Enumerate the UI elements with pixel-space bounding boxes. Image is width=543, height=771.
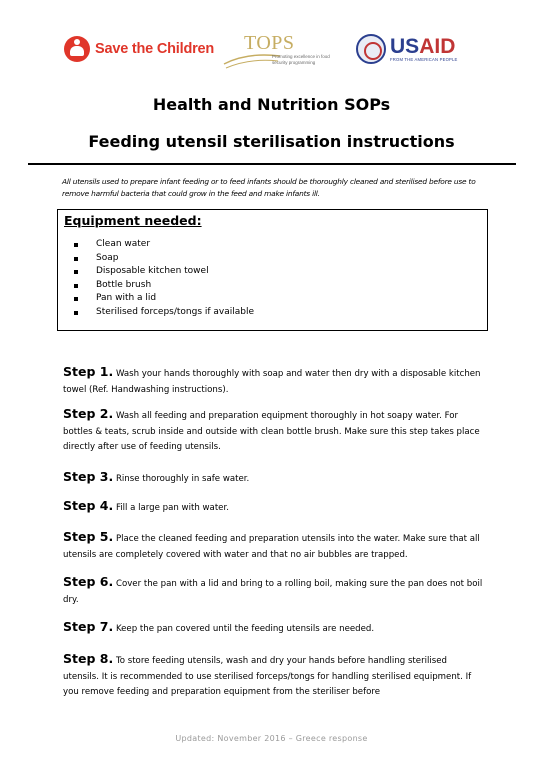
step-number: Step 8. <box>63 651 114 666</box>
logo-bar <box>0 30 543 72</box>
list-item: Bottle brush <box>64 279 481 293</box>
step-5 <box>63 529 483 563</box>
equipment-list <box>64 238 481 319</box>
step-8 <box>63 651 483 701</box>
step-1 <box>63 364 483 398</box>
step-number: Step 2. <box>63 406 114 421</box>
usaid-logo <box>356 34 458 64</box>
step-number: Step 1. <box>63 364 114 379</box>
step-text: Wash all feeding and preparation equipment thoroughly in hot soapy water. For bottles & teats, scrub inside and outside with clean bottle brush. Make sure this step takes place directly after use of feeding utensils. <box>63 411 480 452</box>
step-number: Step 3. <box>63 469 114 484</box>
list-item: Sterilised forceps/tongs if available <box>64 306 481 320</box>
list-item: Pan with a lid <box>64 292 481 306</box>
save-the-children-wordmark: Save the Children <box>95 41 215 57</box>
step-text: Fill a large pan with water. <box>115 503 229 513</box>
usaid-seal-icon <box>356 34 386 64</box>
step-number: Step 7. <box>63 619 114 634</box>
intro-paragraph: All utensils used to prepare infant feeding or to feed infants should be thoroughly cleaned and sterilised before use to remove harmful bacteria that could grow in the feed and make infants ill. <box>62 177 476 198</box>
equipment-box <box>57 209 488 331</box>
save-the-children-logo <box>64 36 214 62</box>
title-divider <box>28 163 516 165</box>
step-text: Rinse thoroughly in safe water. <box>115 474 250 484</box>
step-text: Place the cleaned feeding and preparation utensils into the water. Make sure that all utensils are completely covered with water and that no air bubbles are trapped. <box>63 534 480 560</box>
step-text: Wash your hands thoroughly with soap and water then dry with a disposable kitchen towel (Ref. Handwashing instructions). <box>63 369 481 395</box>
list-item: Disposable kitchen towel <box>64 265 481 279</box>
step-number: Step 5. <box>63 529 114 544</box>
step-text: To store feeding utensils, wash and dry your hands before handling sterilised utensils. It is recommended to use sterilised forceps/tongs for handling sterilised equipment. If you remove feeding and preparation equipment from the steriliser before <box>63 656 472 697</box>
usaid-tagline: FROM THE AMERICAN PEOPLE <box>390 57 458 62</box>
step-6 <box>63 574 483 608</box>
tops-tagline: Promoting excellence in food security programming <box>272 54 330 65</box>
step-3 <box>63 469 483 488</box>
step-7 <box>63 619 483 638</box>
step-text: Cover the pan with a lid and bring to a rolling boil, making sure the pan does not boil dry. <box>63 579 483 605</box>
usaid-wordmark: USAID <box>390 35 456 58</box>
step-4 <box>63 498 483 517</box>
child-figure-icon <box>64 36 90 62</box>
tops-wordmark: TOPS <box>244 32 295 54</box>
list-item: Soap <box>64 252 481 266</box>
step-number: Step 6. <box>63 574 114 589</box>
tops-logo <box>222 32 338 70</box>
list-item: Clean water <box>64 238 481 252</box>
step-number: Step 4. <box>63 498 114 513</box>
page-footer: Updated: November 2016 – Greece response <box>175 734 368 743</box>
equipment-heading: Equipment needed: <box>64 213 202 228</box>
document-title: Health and Nutrition SOPs <box>152 95 391 114</box>
document-subtitle: Feeding utensil sterilisation instructions <box>88 132 455 151</box>
step-text: Keep the pan covered until the feeding utensils are needed. <box>115 624 375 634</box>
step-2 <box>63 406 483 456</box>
